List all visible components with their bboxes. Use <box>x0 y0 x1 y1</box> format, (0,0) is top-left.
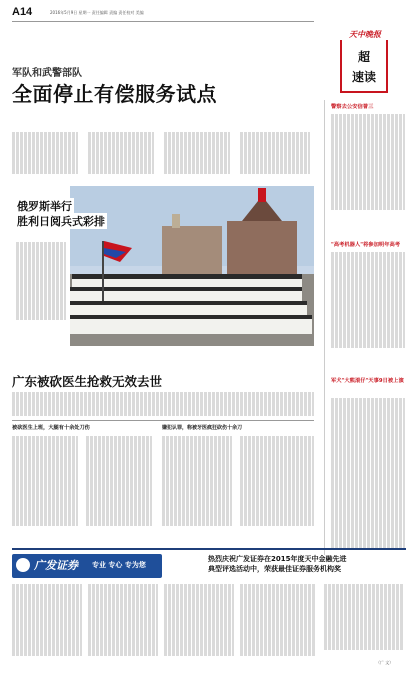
ad-body-2 <box>88 584 158 664</box>
right-column <box>324 100 407 555</box>
right-body-2 <box>331 252 405 352</box>
right-head-3: 军犬"大熊滚仔"天事9日被上演 <box>331 378 404 384</box>
header-rule <box>12 21 314 22</box>
section-title-2: 速读 <box>351 70 376 84</box>
section-badge <box>340 29 388 93</box>
ad-headline-1: 热烈庆祝广发证券在2015年度天中金融先进 <box>208 555 347 563</box>
date-line: 2016年5月9日 星期一 责任编辑 责编 责任校对 美编 <box>50 10 144 15</box>
ad-footer: （广 文） <box>376 660 394 665</box>
ad-headline-2: 典型评选活动中，荣获最佳证券服务机构奖 <box>208 565 341 573</box>
page-number: A14 <box>12 6 33 18</box>
page-header <box>12 8 312 26</box>
ad-body-3 <box>164 584 234 664</box>
story2-section-bar <box>12 424 152 431</box>
story2-subhead: 嫌犯认罪，称被牙医疯狂砍伤十余刀 <box>162 425 243 431</box>
ad-logo: 广发证券 <box>34 559 78 572</box>
story2-headline: 广东被砍医生抢救无效去世 <box>12 374 163 389</box>
story2-body-far <box>240 436 314 531</box>
parade-photo <box>12 186 314 346</box>
right-body-1 <box>331 114 405 214</box>
brand-name: 天中晚报 <box>340 29 390 40</box>
photo-caption-body <box>16 242 66 330</box>
story2-intro <box>12 392 314 416</box>
ad-logo-icon <box>16 558 30 572</box>
ad-body-5 <box>324 584 404 658</box>
story2-rule <box>12 420 314 421</box>
ad-slogan: 专业 专心 专为您 <box>92 561 146 569</box>
ad-body-1 <box>12 584 82 664</box>
right-head-2: "高考机器人"将参加明年高考 <box>331 242 401 248</box>
ad-block <box>12 548 406 670</box>
photo-title-1: 俄罗斯举行 <box>17 200 72 213</box>
story2-body-mid <box>86 436 152 531</box>
lead-body <box>12 132 314 174</box>
right-head-1: 警察去公安信誉三 <box>331 104 374 110</box>
ad-body-4 <box>240 584 316 664</box>
right-body-3 <box>331 398 405 552</box>
story2-body-left <box>12 436 78 531</box>
lead-headline: 全面停止有偿服务试点 <box>12 82 217 106</box>
story2-section-label: 被砍医生上班，大腿有十余处刀伤 <box>12 425 90 431</box>
section-title-1: 超 <box>357 50 370 64</box>
lead-kicker: 军队和武警部队 <box>12 68 82 79</box>
story2-body-right <box>162 436 232 531</box>
photo-title-2: 胜利日阅兵式彩排 <box>17 215 105 228</box>
